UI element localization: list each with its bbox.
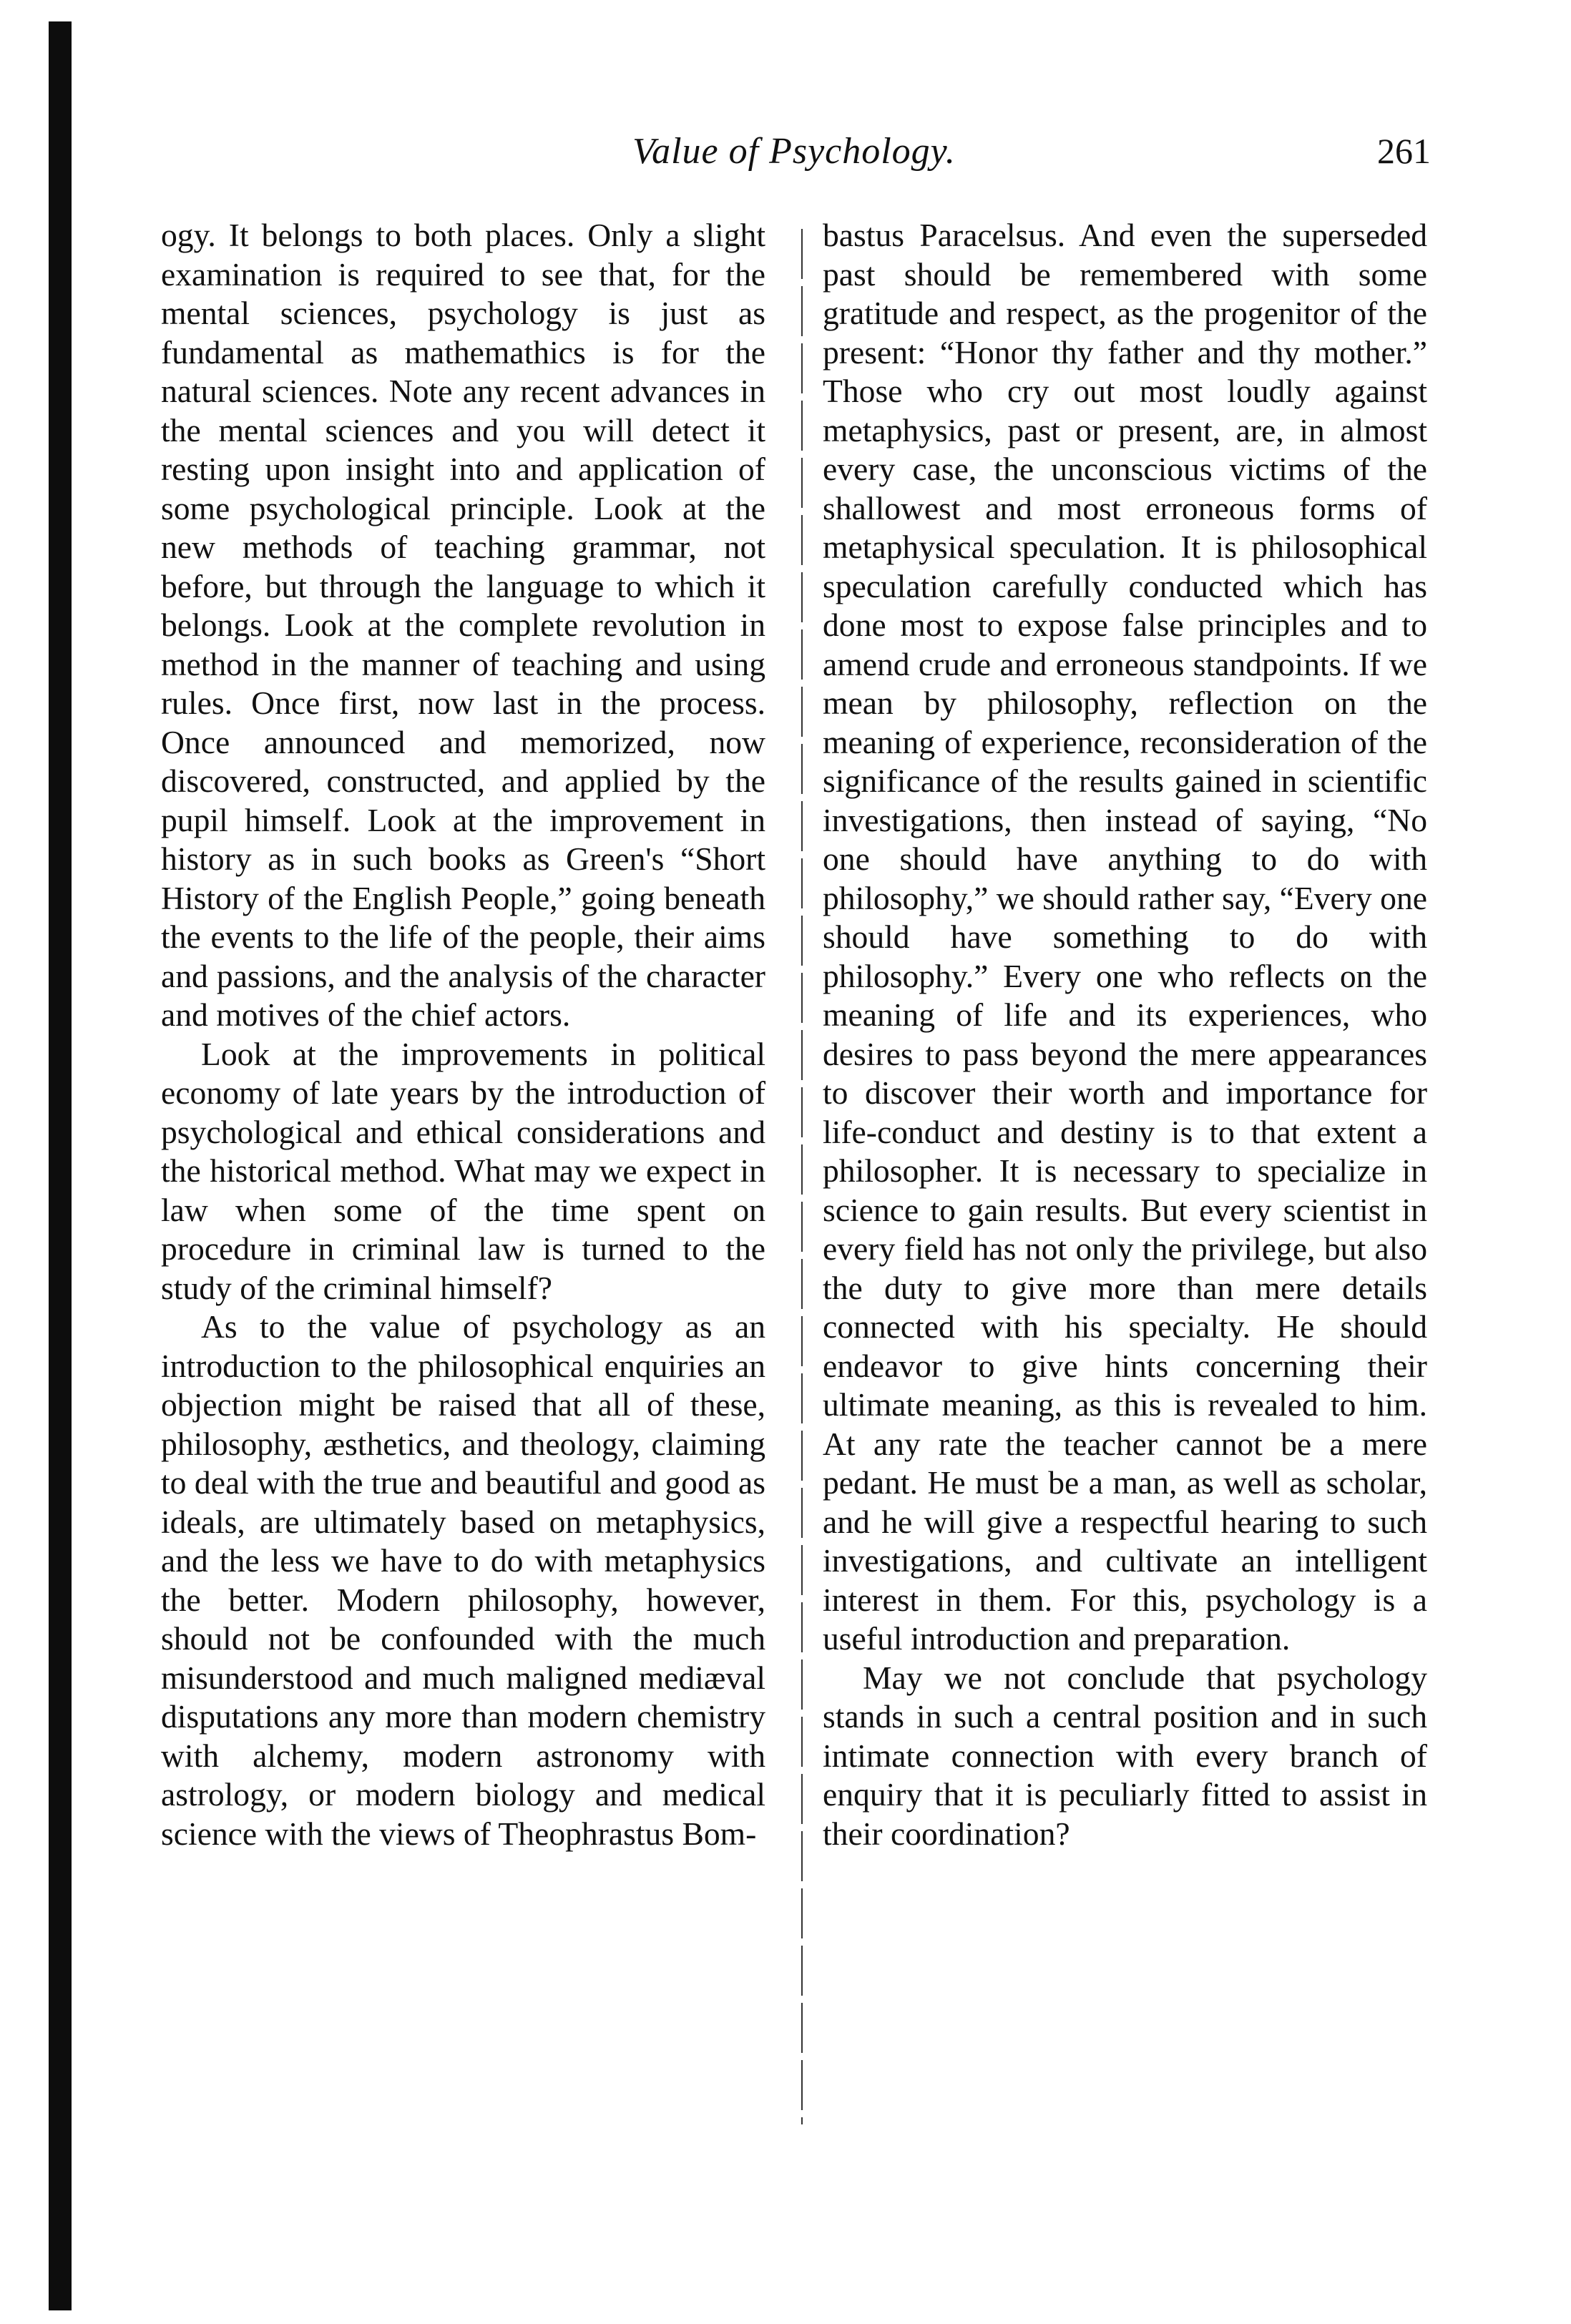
right-column — [823, 216, 1427, 1853]
page-number: 261 — [1377, 131, 1431, 171]
running-title: Value of Psychology. — [632, 131, 956, 172]
page-header — [157, 130, 1431, 180]
paragraph: bastus Paracelsus. And even the superseded past should be remembered with some gratitude and respect, as the progenitor of the present: “Honor thy father and thy mother.” Those who cry out most loudly against metaphysics, past or present, are, in almost every case, the unconscious victims of the shallowest and most erroneous forms of metaphysical speculation. It is philosophical speculation carefully conducted which has done most to expose false principles and to amend crude and erroneous standpoints. If we mean by philosophy, reflection on the meaning of experience, reconsideration of the significance of the results gained in scientific investigations, then instead of saying, “No one should have anything to do with philosophy,” we should rather say, “Every one should have something to do with philosophy.” Every one who reflects on the meaning of life and its experiences, who desires to pass beyond the mere appearances to discover their worth and importance for life-conduct and destiny is to that extent a philosopher. It is necessary to specialize in science to gain results. But every scientist in every field has not only the privilege, but also the duty to give more than mere details connected with his specialty. He should endeavor to give hints concerning their ultimate meaning, as this is revealed to him. At any rate the teacher cannot be a mere pedant. He must be a man, as well as scholar, and he will give a respectful hearing to such investigations, and cultivate an intelligent interest in them. For this, psychology is a useful introduction and preparation. — [823, 217, 1427, 1657]
paragraph: May we not conclude that psychology stands in such a central position and in such intimate connection with every branch of enquiry that it is peculiarly fitted to assist in their coordination? — [823, 1659, 1427, 1852]
left-column — [161, 216, 765, 1853]
paragraph: ogy. It belongs to both places. Only a slight examination is required to see that, for the mental sciences, psychology is just as fundamental as mathemathics is for the natural sciences. Note any recent advances in the mental sciences and you will detect it resting upon insight into and application of some psychological principle. Look at the new methods of teaching grammar, not before, but through the language to which it belongs. Look at the complete revolution in method in the manner of teaching and using rules. Once first, now last in the process. Once announced and memorized, now discovered, constructed, and applied by the pupil himself. Look at the improvement in history as in such books as Green's “Short History of the English People,” going beneath the events to the life of the people, their aims and passions, and the analysis of the character and motives of the chief actors. — [161, 217, 765, 1033]
binding-edge — [49, 21, 72, 2310]
paragraph: Look at the improvements in political economy of late years by the introduction of psychological and ethical considerations and the historical method. What may we expect in law when some of the time spent on procedure in criminal law is turned to the study of the criminal himself? — [161, 1035, 765, 1306]
paragraph: As to the value of psychology as an introduction to the philosophical enquiries an objection might be raised that all of these, philosophy, æsthetics, and theology, claiming to deal with the true and beautiful and good as ideals, are ultimately based on metaphysics, and the less we have to do with metaphysics the better. Modern philosophy, however, should not be confounded with the much misunderstood and much maligned mediæval disputations any more than modern chemistry with alchemy, modern astronomy with astrology, or modern biology and medical science with the views of Theophrastus Bom- — [161, 1308, 765, 1852]
column-divider — [801, 229, 803, 2124]
